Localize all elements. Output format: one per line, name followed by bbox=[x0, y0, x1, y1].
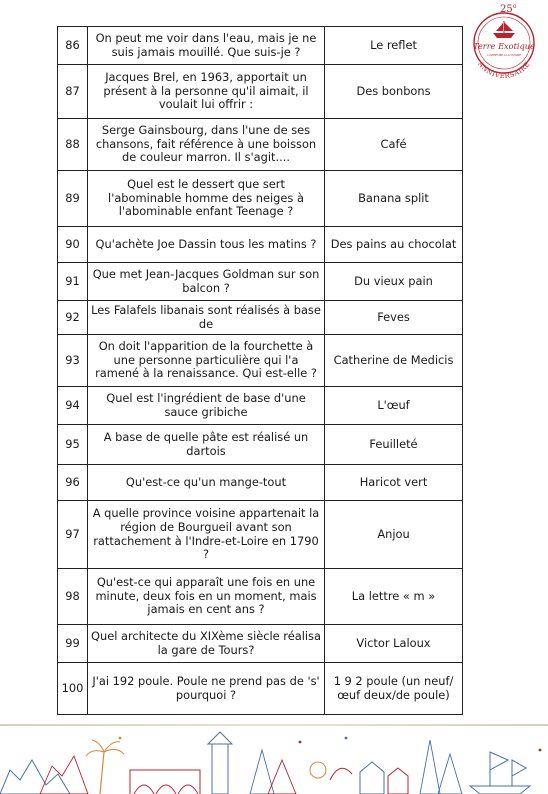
question-number: 91 bbox=[58, 263, 88, 301]
answer-text: Feuilleté bbox=[325, 425, 463, 465]
question-text: Qu'est-ce qu'un mange-tout bbox=[88, 465, 325, 501]
footer-divider bbox=[0, 724, 548, 726]
answer-text: Haricot vert bbox=[325, 465, 463, 501]
question-number: 97 bbox=[58, 501, 88, 569]
question-number: 93 bbox=[58, 335, 88, 387]
answer-text: Feves bbox=[325, 301, 463, 335]
quiz-table bbox=[57, 26, 463, 715]
table-row bbox=[58, 625, 463, 663]
answer-text: 1 9 2 poule (un neuf/œuf deux/de poule) bbox=[325, 663, 463, 715]
table-row bbox=[58, 425, 463, 465]
table-row bbox=[58, 663, 463, 715]
question-number: 99 bbox=[58, 625, 88, 663]
question-number: 86 bbox=[58, 27, 88, 65]
question-number: 96 bbox=[58, 465, 88, 501]
question-number: 100 bbox=[58, 663, 88, 715]
brand-tagline: L'AVENTURE A LA CUISINE bbox=[486, 54, 522, 57]
answer-text: Des bonbons bbox=[325, 65, 463, 119]
table-row bbox=[58, 465, 463, 501]
question-text: A quelle province voisine appartenait la région de Bourgueil avant son rattachement à l'Indre-et-Loire en 1790 ? bbox=[88, 501, 325, 569]
question-text: On doit l'apparition de la fourchette à une personne particulière qui l'a ramené à la renaissance. Qui est-elle ? bbox=[88, 335, 325, 387]
question-text: Jacques Brel, en 1963, apportait un présent à la personne qu'il aimait, il voulait lui offrir : bbox=[88, 65, 325, 119]
anniversary-suffix: e bbox=[513, 3, 517, 10]
table-row bbox=[58, 119, 463, 171]
answer-text: La lettre « m » bbox=[325, 569, 463, 625]
answer-text: Le reflet bbox=[325, 27, 463, 65]
question-text: Qu'est-ce qui apparaît une fois en une minute, deux fois en un moment, mais jamais en cent ans ? bbox=[88, 569, 325, 625]
anniversary-number: 25 bbox=[500, 4, 513, 15]
question-number: 94 bbox=[58, 387, 88, 425]
table-row bbox=[58, 301, 463, 335]
question-text: Que met Jean-Jacques Goldman sur son balcon ? bbox=[88, 263, 325, 301]
question-number: 92 bbox=[58, 301, 88, 335]
question-text: J'ai 192 poule. Poule ne prend pas de 's' pourquoi ? bbox=[88, 663, 325, 715]
table-row bbox=[58, 387, 463, 425]
anniversary-seal-icon bbox=[463, 3, 545, 85]
table-row bbox=[58, 263, 463, 301]
footer-illustration-icon bbox=[0, 730, 548, 794]
answer-text: Victor Laloux bbox=[325, 625, 463, 663]
table-row bbox=[58, 227, 463, 263]
question-number: 90 bbox=[58, 227, 88, 263]
brand-logo bbox=[463, 3, 545, 85]
answer-text: Des pains au chocolat bbox=[325, 227, 463, 263]
question-text: Quel architecte du XIXème siècle réalisa la gare de Tours? bbox=[88, 625, 325, 663]
answer-text: Du vieux pain bbox=[325, 263, 463, 301]
table-row bbox=[58, 171, 463, 227]
answer-text: L'œuf bbox=[325, 387, 463, 425]
question-number: 89 bbox=[58, 171, 88, 227]
answer-text: Anjou bbox=[325, 501, 463, 569]
answer-text: Café bbox=[325, 119, 463, 171]
question-number: 98 bbox=[58, 569, 88, 625]
question-text: Quel est l'ingrédient de base d'une sauce gribiche bbox=[88, 387, 325, 425]
question-text: On peut me voir dans l'eau, mais je ne suis jamais mouillé. Que suis-je ? bbox=[88, 27, 325, 65]
question-number: 87 bbox=[58, 65, 88, 119]
question-text: Quel est le dessert que sert l'abominable homme des neiges à l'abominable enfant Teenage ? bbox=[88, 171, 325, 227]
question-text: A base de quelle pâte est réalisé un dartois bbox=[88, 425, 325, 465]
table-row bbox=[58, 569, 463, 625]
question-text: Serge Gainsbourg, dans l'une de ses chansons, fait référence à une boisson de couleur marron. Il s'agit.... bbox=[88, 119, 325, 171]
table-row bbox=[58, 65, 463, 119]
answer-text: Catherine de Medicis bbox=[325, 335, 463, 387]
table-row bbox=[58, 27, 463, 65]
question-text: Qu'achète Joe Dassin tous les matins ? bbox=[88, 227, 325, 263]
brand-name: Terre Exotique bbox=[473, 41, 535, 51]
table-row bbox=[58, 501, 463, 569]
question-number: 95 bbox=[58, 425, 88, 465]
ring-text bbox=[476, 59, 532, 80]
table-row bbox=[58, 335, 463, 387]
question-number: 88 bbox=[58, 119, 88, 171]
question-text: Les Falafels libanais sont réalisés à base de bbox=[88, 301, 325, 335]
answer-text: Banana split bbox=[325, 171, 463, 227]
ring-text-path: ANNIVERSAIRE bbox=[476, 60, 532, 81]
